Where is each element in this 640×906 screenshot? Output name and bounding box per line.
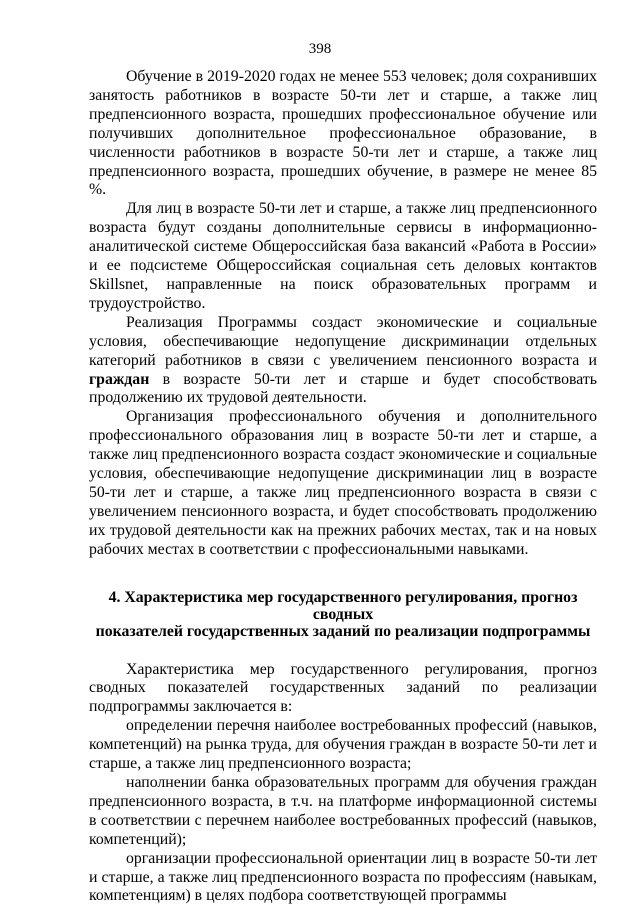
section-heading-line-1: 4. Характеристика мер государственного регулирования, прогноз сводных bbox=[108, 588, 578, 623]
paragraph-discrimination-before: Реализация Программы создаст экономические и социальные условия, обеспечивающие недопущение дискриминации отдельных категорий работников в связи с увеличением пенсионного возраста и bbox=[89, 313, 597, 369]
list-item-program-bank: наполнении банка образовательных программ для обучения граждан предпенсионного возраста, в т.ч. на платформе информационной системы в соответствии с перечнем наиболее востребованных профессий (навыков, компетенций); bbox=[89, 774, 597, 848]
paragraph-training-results: Обучение в 2019-2020 годах не менее 553 человек; доля сохранивших занятость работников в возрасте 50-ти лет и старше, а также лиц предпенсионного возраста, прошедших профессиональное обучение или получивших дополнительное профессиональное образование, в численности работников в возрасте 50-ти лет и старше, а также лиц предпенсионного возраста, прошедших обучение, в размере не менее 85 %. bbox=[89, 68, 597, 199]
paragraph-organization: Организация профессионального обучения и дополнительного профессионального образования лиц в возрасте 50-ти лет и старше, а также лиц предпенсионного возраста создаст экономические и социальные условия, обеспечивающие недопущение дискриминации лиц в возрасте 50-ти лет и старше, а также лиц предпенсионного возраста в связи с увеличением пенсионного возраста, и будет способствовать продолжению их трудовой деятельности как на прежних рабочих местах, так и на новых рабочих местах в соответствии с профессиональными навыками. bbox=[89, 408, 597, 558]
paragraph-discrimination bbox=[89, 314, 597, 409]
paragraph-discrimination-after: в возрасте 50-ти лет и старше и будет способствовать продолжению их трудовой деятельности. bbox=[89, 370, 597, 407]
section-heading-line-2: показателей государственных заданий по реализации подпрограммы bbox=[95, 622, 591, 640]
page-body bbox=[89, 68, 597, 906]
list-item-professions: определении перечня наиболее востребованных профессий (навыков, компетенций) на рынка труда, для обучения граждан в возрасте 50-ти лет и старше, а также лиц предпенсионного возраста; bbox=[89, 717, 597, 773]
list-item-orientation: организации профессиональной ориентации лиц в возрасте 50-ти лет и старше, а также лиц предпенсионного возраста по профессиям (навыкам, компетенциям) в целях подбора соответствующей программы bbox=[89, 849, 597, 905]
paragraph-services: Для лиц в возрасте 50-ти лет и старше, а также лиц предпенсионного возраста будут созданы дополнительные сервисы в информационно-аналитической системе Общероссийская база вакансий «Работа в России» и ее подсистеме Общероссийская социальная сеть деловых контактов Skillsnet, направленные на поиск образовательных программ и трудоустройство. bbox=[89, 200, 597, 312]
paragraph-characteristic-intro: Характеристика мер государственного регулирования, прогноз сводных показателей государственных заданий по реализации подпрограммы заключается в: bbox=[89, 660, 597, 716]
page-number: 398 bbox=[308, 41, 332, 57]
section-heading bbox=[89, 589, 597, 640]
bold-word-citizens: граждан bbox=[89, 370, 150, 388]
